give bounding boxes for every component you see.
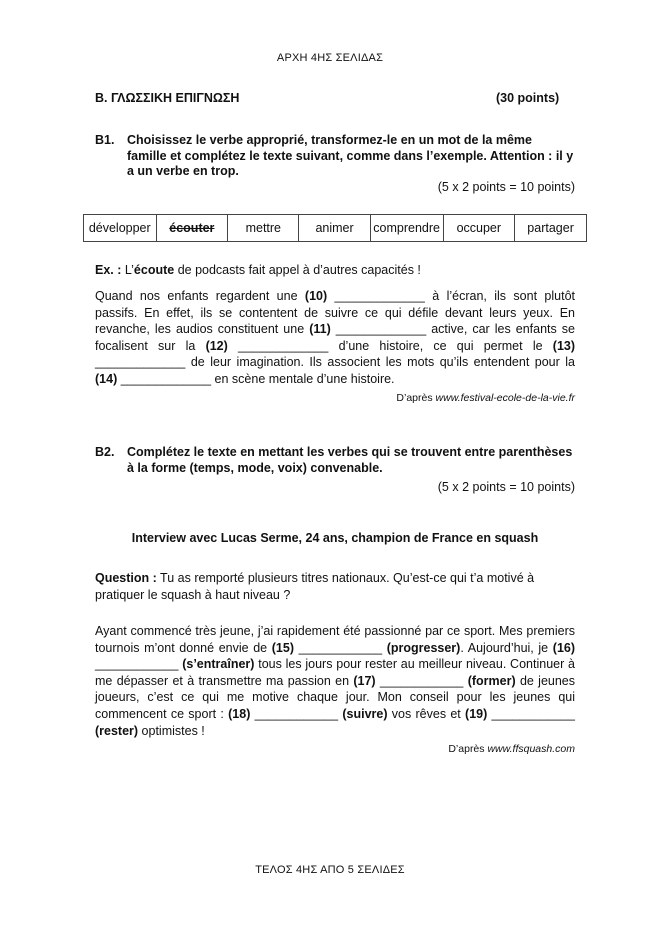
text-fragment: _____________ d’une histoire, ce qui permet le [227, 338, 553, 353]
verb-hint: (s’entraîner) [182, 657, 255, 672]
text-fragment: ____________ [294, 640, 387, 655]
page-header: ΑΡΧΗ 4ΗΣ ΣΕΛΙΔΑΣ [276, 52, 384, 64]
blank-number: (13) [552, 338, 576, 353]
verb-table [83, 214, 587, 242]
blank-number: (11) [309, 322, 331, 337]
interview-title: Interview avec Lucas Serme, 24 ans, champion de France en squash [131, 531, 539, 545]
blank-number: (12) [205, 338, 228, 353]
points-b2: (5 x 2 points = 10 points) [437, 480, 575, 494]
text-fragment: _____________ en scène mentale d’une histoire. [117, 371, 395, 386]
text-fragment: de jeunes joueurs, c’est ce qui me motive chaque jour. Mon conseil pour les jeunes qui commencent ce sport : [95, 673, 576, 721]
text-fragment: optimistes ! [138, 723, 205, 738]
question-label: Question : [95, 571, 157, 585]
verb-cell: partager [515, 215, 587, 242]
blank-number: (10) [304, 289, 328, 303]
blank-number: (15) [271, 640, 294, 655]
example-pre: L’ [121, 263, 134, 277]
example-word: écoute [133, 263, 175, 277]
interview-question [95, 570, 575, 603]
source-prefix: D’après [448, 743, 488, 755]
example-post: de podcasts fait appel à d’autres capacités ! [174, 263, 421, 277]
blank-number: (17) [353, 673, 376, 688]
source-b1 [396, 392, 575, 404]
source-url: www.ffsquash.com [487, 743, 575, 755]
verb-row [84, 215, 587, 242]
verb-cell: développer [84, 215, 157, 242]
blank-number: (19) [465, 706, 488, 721]
verb-hint: (rester) [95, 723, 139, 738]
text-fragment: ____________ [487, 706, 575, 721]
text-fragment: Ayant commencé très jeune, j’ai rapidement été passionné par ce sport. Mes premiers tournois m’ont donné envie de [95, 624, 575, 655]
section-points: (30 points) [496, 91, 560, 105]
source-prefix: D’après [396, 392, 436, 404]
text-fragment: tous les jours pour rester au meilleur niveau. Continuer à me dépasser et à transmettre ma passion en [95, 657, 575, 688]
question-number-b2: B2. [95, 445, 115, 459]
text-fragment: _____________ à l’écran, ils sont plutôt passifs. En effet, ils se contentent de suivre ce qui défile devant leurs yeux. En revanche, les audios constituent une [95, 289, 575, 337]
source-url: www.festival-ecole-de-la-vie.fr [435, 392, 575, 404]
verb-cell: comprendre [370, 215, 443, 242]
source-b2 [448, 743, 575, 755]
text-fragment: ____________ [250, 706, 343, 721]
b1-paragraph [95, 288, 575, 388]
verb-cell-example [156, 215, 228, 242]
b2-paragraph [95, 623, 575, 739]
verb-hint: (progresser) [386, 640, 461, 655]
text-fragment: _____________ active, car les enfants se focalisent sur la [95, 322, 576, 353]
blank-number: (16) [552, 640, 576, 655]
section-title: B. ΓΛΩΣΣΙΚΗ ΕΠΙΓΝΩΣΗ [95, 91, 240, 105]
question-number-b1: B1. [95, 133, 115, 147]
text-fragment: vos rêves et [387, 706, 466, 721]
verb-cell: animer [299, 215, 370, 242]
text-fragment: _____________ de leur imagination. Ils associent les mots qu’ils entendent pour la [95, 355, 575, 370]
verb-cell: mettre [228, 215, 299, 242]
verb-hint: (former) [467, 673, 516, 688]
verb-cell: occuper [443, 215, 515, 242]
page-footer: ΤΕΛΟΣ 4ΗΣ ΑΠΟ 5 ΣΕΛΙΔΕΣ [255, 864, 405, 876]
struck-verb: écouter [169, 221, 215, 235]
question-text: Tu as remporté plusieurs titres nationaux. Qu’est-ce qui t’a motivé à pratiquer le squash à haut niveau ? [95, 571, 535, 602]
points-b1: (5 x 2 points = 10 points) [437, 180, 575, 194]
verb-hint: (suivre) [342, 706, 388, 721]
text-fragment: Quand nos enfants regardent une [95, 289, 305, 303]
example-label: Ex. : [95, 263, 122, 277]
blank-number: (18) [228, 706, 251, 721]
text-fragment: ____________ [375, 673, 468, 688]
instruction-b2: Complétez le texte en mettant les verbes qui se trouvent entre parenthèses à la forme (temps, mode, voix) convenable. [127, 445, 573, 475]
text-fragment: ____________ [95, 657, 183, 672]
blank-number: (14) [95, 371, 118, 386]
text-fragment: . Aujourd’hui, je [460, 640, 553, 655]
example-line [95, 262, 575, 279]
instruction-b1: Choisissez le verbe approprié, transformez-le en un mot de la même famille et complétez le texte suivant, comme dans l’exemple. Attention : il y a un verbe en trop. [127, 133, 574, 178]
